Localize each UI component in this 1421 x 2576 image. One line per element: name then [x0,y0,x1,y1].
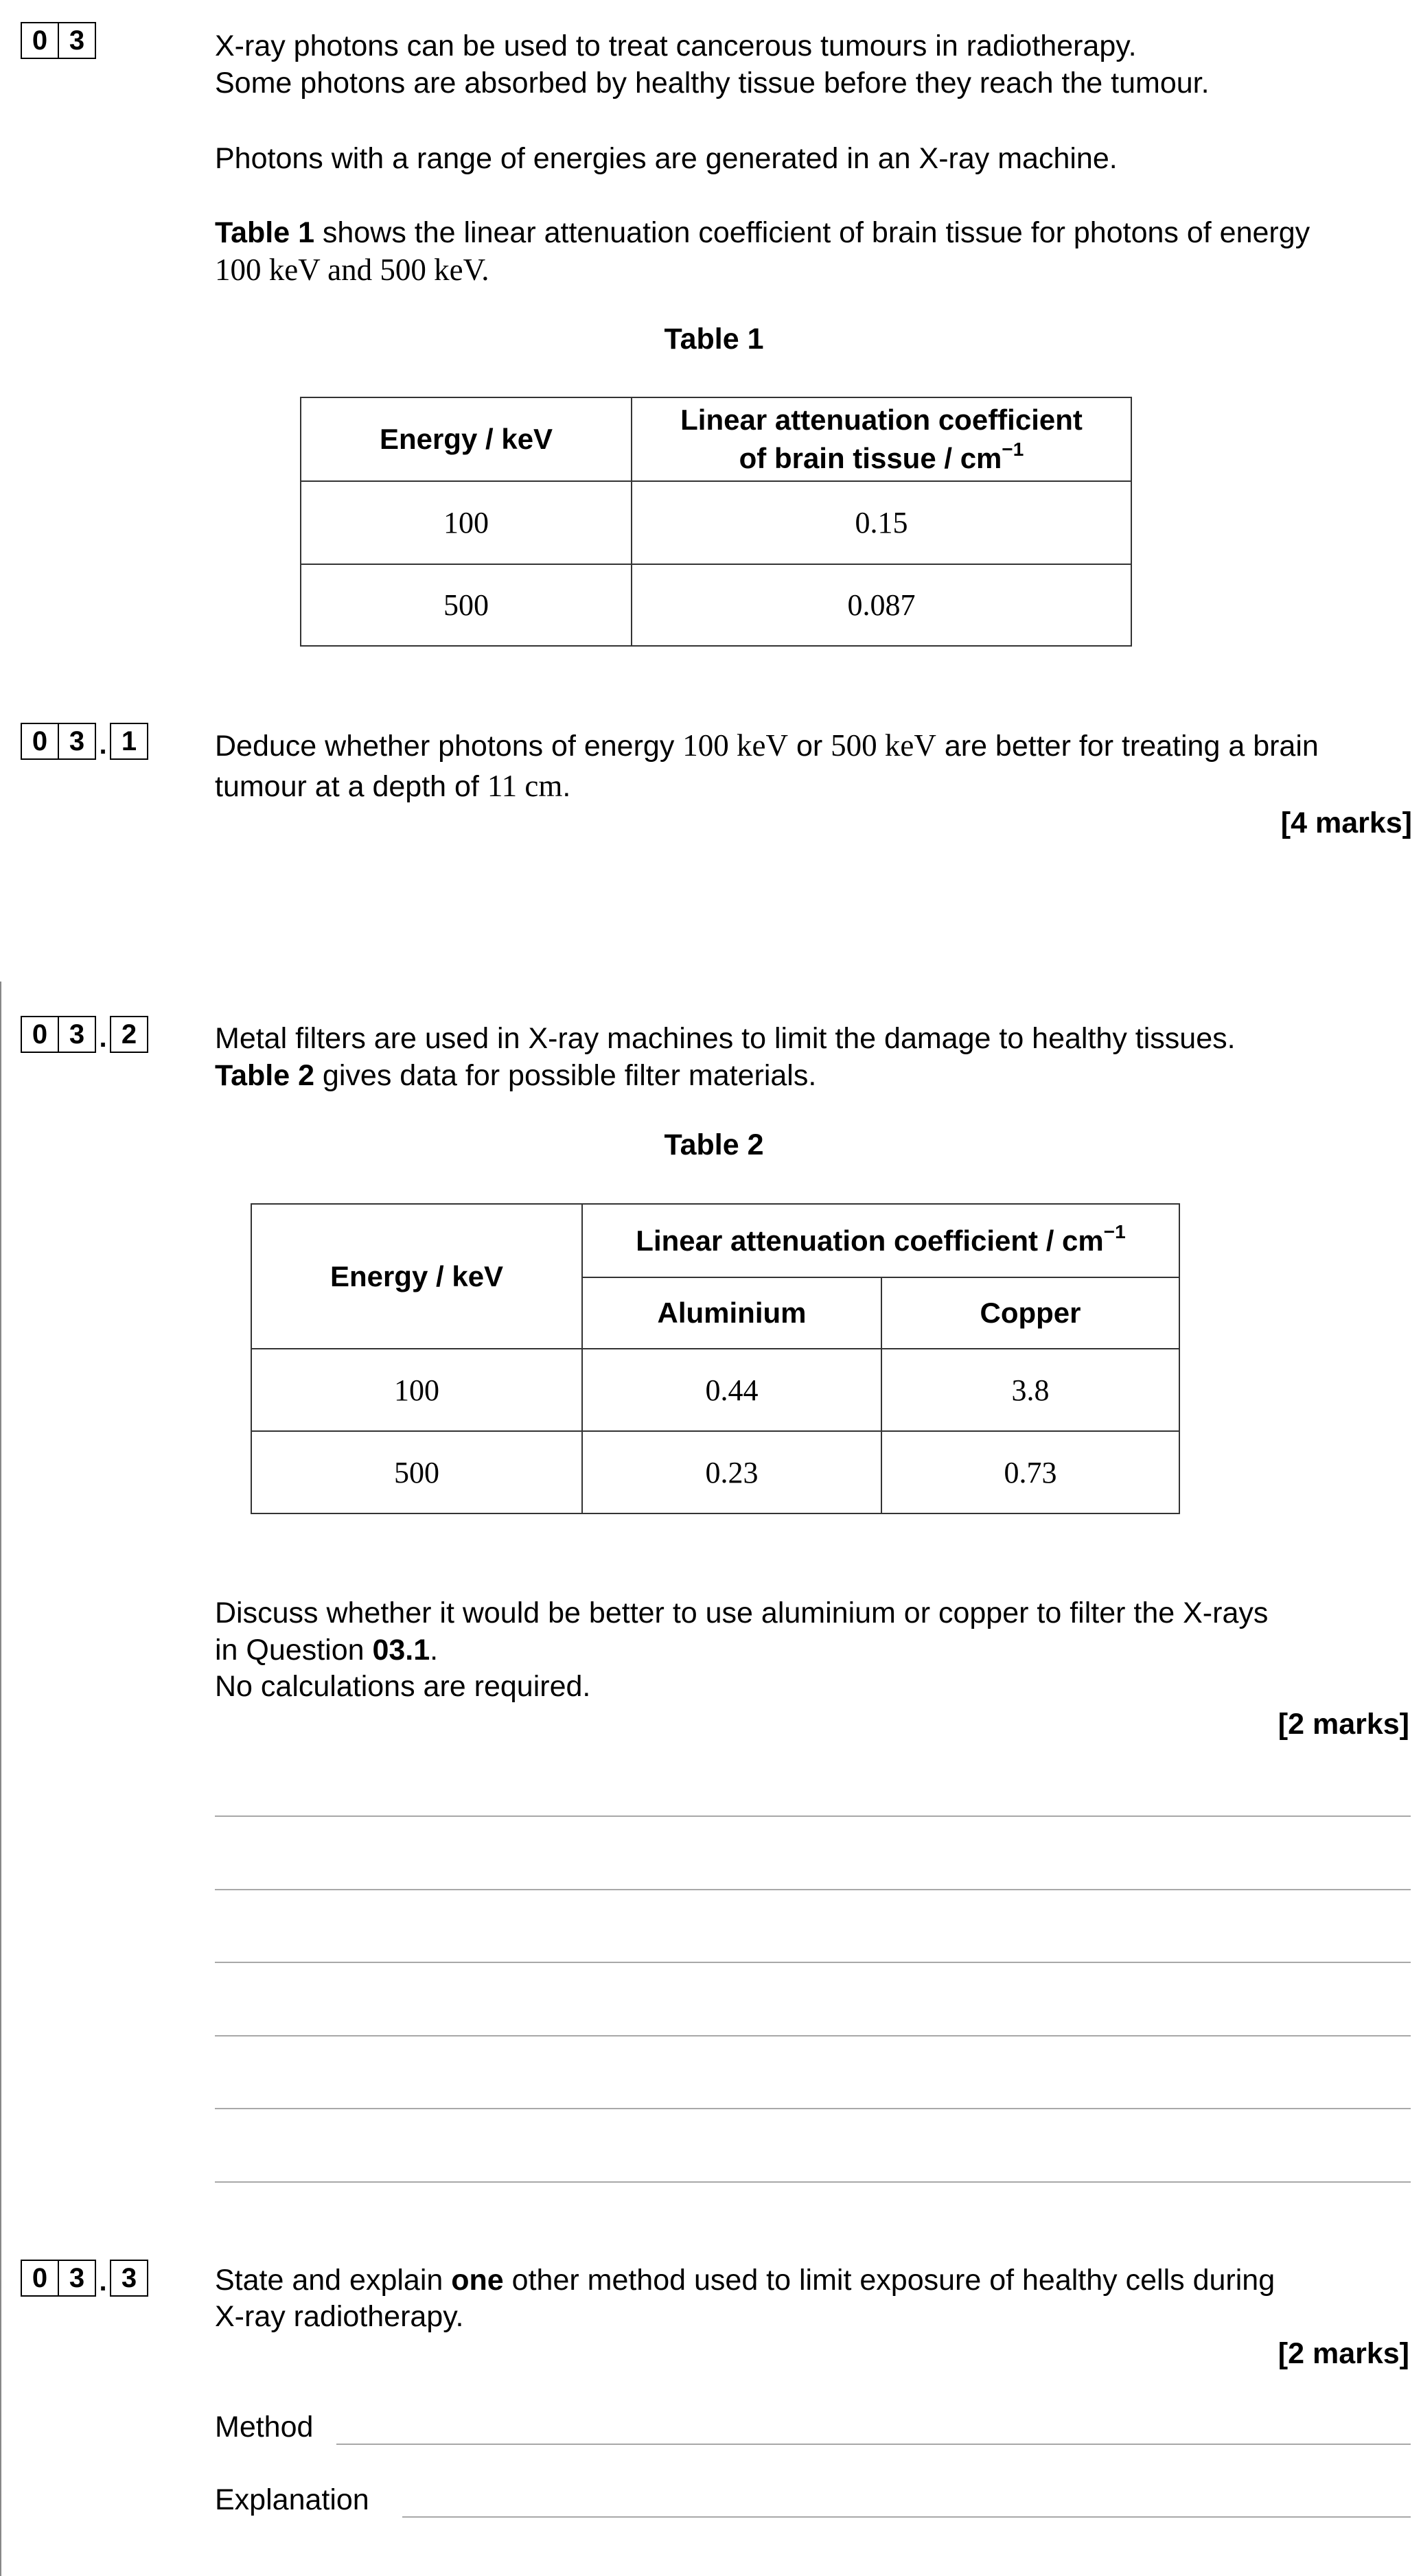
part1-digit: 1 [121,726,137,756]
intro-line-4 [215,214,1310,251]
part2-discuss-line-1: Discuss whether it would be better to use aluminium or copper to filter the X-rays [215,1597,1269,1629]
part2-discuss-text: . [430,1634,439,1667]
part2-line-2 [215,1057,816,1094]
table2-aluminium-cell: 0.23 [582,1431,881,1513]
margin-rule [0,982,1,2576]
question-digit: 3 [58,23,95,58]
part3-digit: 3 [121,2263,137,2293]
method-answer-line[interactable] [336,2444,1411,2445]
part3-line-1 [215,2262,1275,2299]
part3-marks: [2 marks] [1278,2337,1409,2370]
table1-header-coefficient [632,397,1131,481]
table2-copper-cell: 3.8 [881,1349,1179,1431]
part1-line-1 [215,727,1319,765]
table1 [300,397,1132,647]
part1-digit: 0 [32,726,48,756]
part1-marks: [4 marks] [1280,807,1412,839]
explanation-label: Explanation [215,2483,369,2516]
question-ref: 03.1 [372,1634,430,1667]
part2-line-1: Metal filters are used in X-ray machines to limit the damage to healthy tissues. [215,1022,1236,1055]
part1-value: 500 keV [831,728,936,763]
answer-line[interactable] [215,1889,1411,1890]
part2-discuss-line-3: No calculations are required. [215,1670,591,1703]
part2-digit: 3 [58,1017,95,1052]
table-ref: Table 1 [215,216,314,249]
table1-header-energy-text: Energy / keV [379,423,553,455]
part2-number-box [21,1016,96,1053]
answer-line[interactable] [215,2035,1411,2037]
part1-value: 11 cm [487,769,563,803]
part3-number-box [21,2260,96,2297]
part2-discuss-line-2 [215,1632,438,1669]
answer-line[interactable] [215,2108,1411,2109]
question-digit: 0 [32,25,48,56]
part3-subnumber-box [110,2260,148,2297]
answer-line[interactable] [215,1962,1411,1963]
table2-energy-cell: 500 [251,1431,582,1513]
table1-header-unit: of brain tissue / cm [739,442,1002,474]
table1-coefficient-cell: 0.15 [632,481,1131,564]
part3-text: State and explain [215,2264,452,2297]
part3-line-2: X-ray radiotherapy. [215,2300,464,2333]
part1-digit: 3 [58,724,95,758]
table1-coefficient-cell: 0.087 [632,564,1131,646]
part3-dot: . [99,2266,107,2297]
table2-header-aluminium: Aluminium [582,1277,881,1349]
question-number-box [21,22,96,59]
part2-digit: 0 [32,1019,48,1049]
part1-line-2 [215,767,570,805]
table-row [251,1431,1179,1513]
table1-header-energy [301,397,632,481]
intro-line-3: Photons with a range of energies are generated in an X-ray machine. [215,142,1118,175]
table1-header-exponent: −1 [1002,439,1024,460]
table2-aluminium-cell: 0.44 [582,1349,881,1431]
part1-text: are better for treating a brain [936,730,1319,763]
part2-subnumber-box [110,1016,148,1053]
part1-text: Deduce whether photons of energy [215,730,683,763]
part2-dot: . [99,1023,107,1053]
part1-value: 100 keV [682,728,789,763]
part1-text: tumour at a depth of [215,770,487,803]
table2-header-copper: Copper [881,1277,1179,1349]
answer-line[interactable] [215,1815,1411,1817]
part1-number [21,723,148,760]
part2-digit: 2 [121,1019,137,1049]
part2-discuss-text: in Question [215,1634,373,1667]
part3-digit: 0 [32,2263,48,2293]
intro-line-5: 100 keV and 500 keV. [215,253,489,287]
answer-line[interactable] [215,2181,1411,2183]
part3-digit: 3 [58,2261,95,2295]
table-row [301,481,1131,564]
part1-text: or [788,730,831,763]
part2-number [21,1016,148,1053]
table2-energy-cell: 100 [251,1349,582,1431]
intro-line-1: X-ray photons can be used to treat cancerous tumours in radiotherapy. [215,30,1137,62]
table2-header-exponent: −1 [1103,1220,1126,1242]
method-label: Method [215,2411,314,2444]
table-row [301,564,1131,646]
question-number [21,22,96,59]
explanation-answer-line[interactable] [402,2516,1411,2518]
part1-dot: . [99,730,107,760]
table2-header-coefficient [582,1204,1179,1277]
table-row [251,1349,1179,1431]
table1-energy-cell: 100 [301,481,632,564]
part2-line-2-text: gives data for possible filter materials. [314,1059,817,1092]
table1-energy-cell: 500 [301,564,632,646]
part1-text: . [562,770,571,803]
part3-number [21,2260,148,2297]
intro-line-4-text: shows the linear attenuation coefficient of brain tissue for photons of energy [314,216,1310,249]
part1-subnumber-box [110,723,148,760]
table2-copper-cell: 0.73 [881,1431,1179,1513]
table2-caption: Table 2 [664,1128,764,1161]
intro-line-2: Some photons are absorbed by healthy tissue before they reach the tumour. [215,67,1210,100]
table1-caption: Table 1 [664,323,764,356]
table-ref: Table 2 [215,1059,314,1092]
part1-number-box [21,723,96,760]
part3-text: other method used to limit exposure of healthy cells during [503,2264,1275,2297]
table2-header-coefficient-text: Linear attenuation coefficient / cm [636,1224,1104,1257]
table1-header-coefficient-line2 [632,439,1131,478]
part2-marks: [2 marks] [1278,1708,1409,1741]
part3-emphasis: one [451,2264,504,2297]
table2-header-energy: Energy / keV [251,1204,582,1349]
table2 [251,1203,1180,1514]
table1-header-coefficient-line1: Linear attenuation coefficient [680,404,1083,436]
